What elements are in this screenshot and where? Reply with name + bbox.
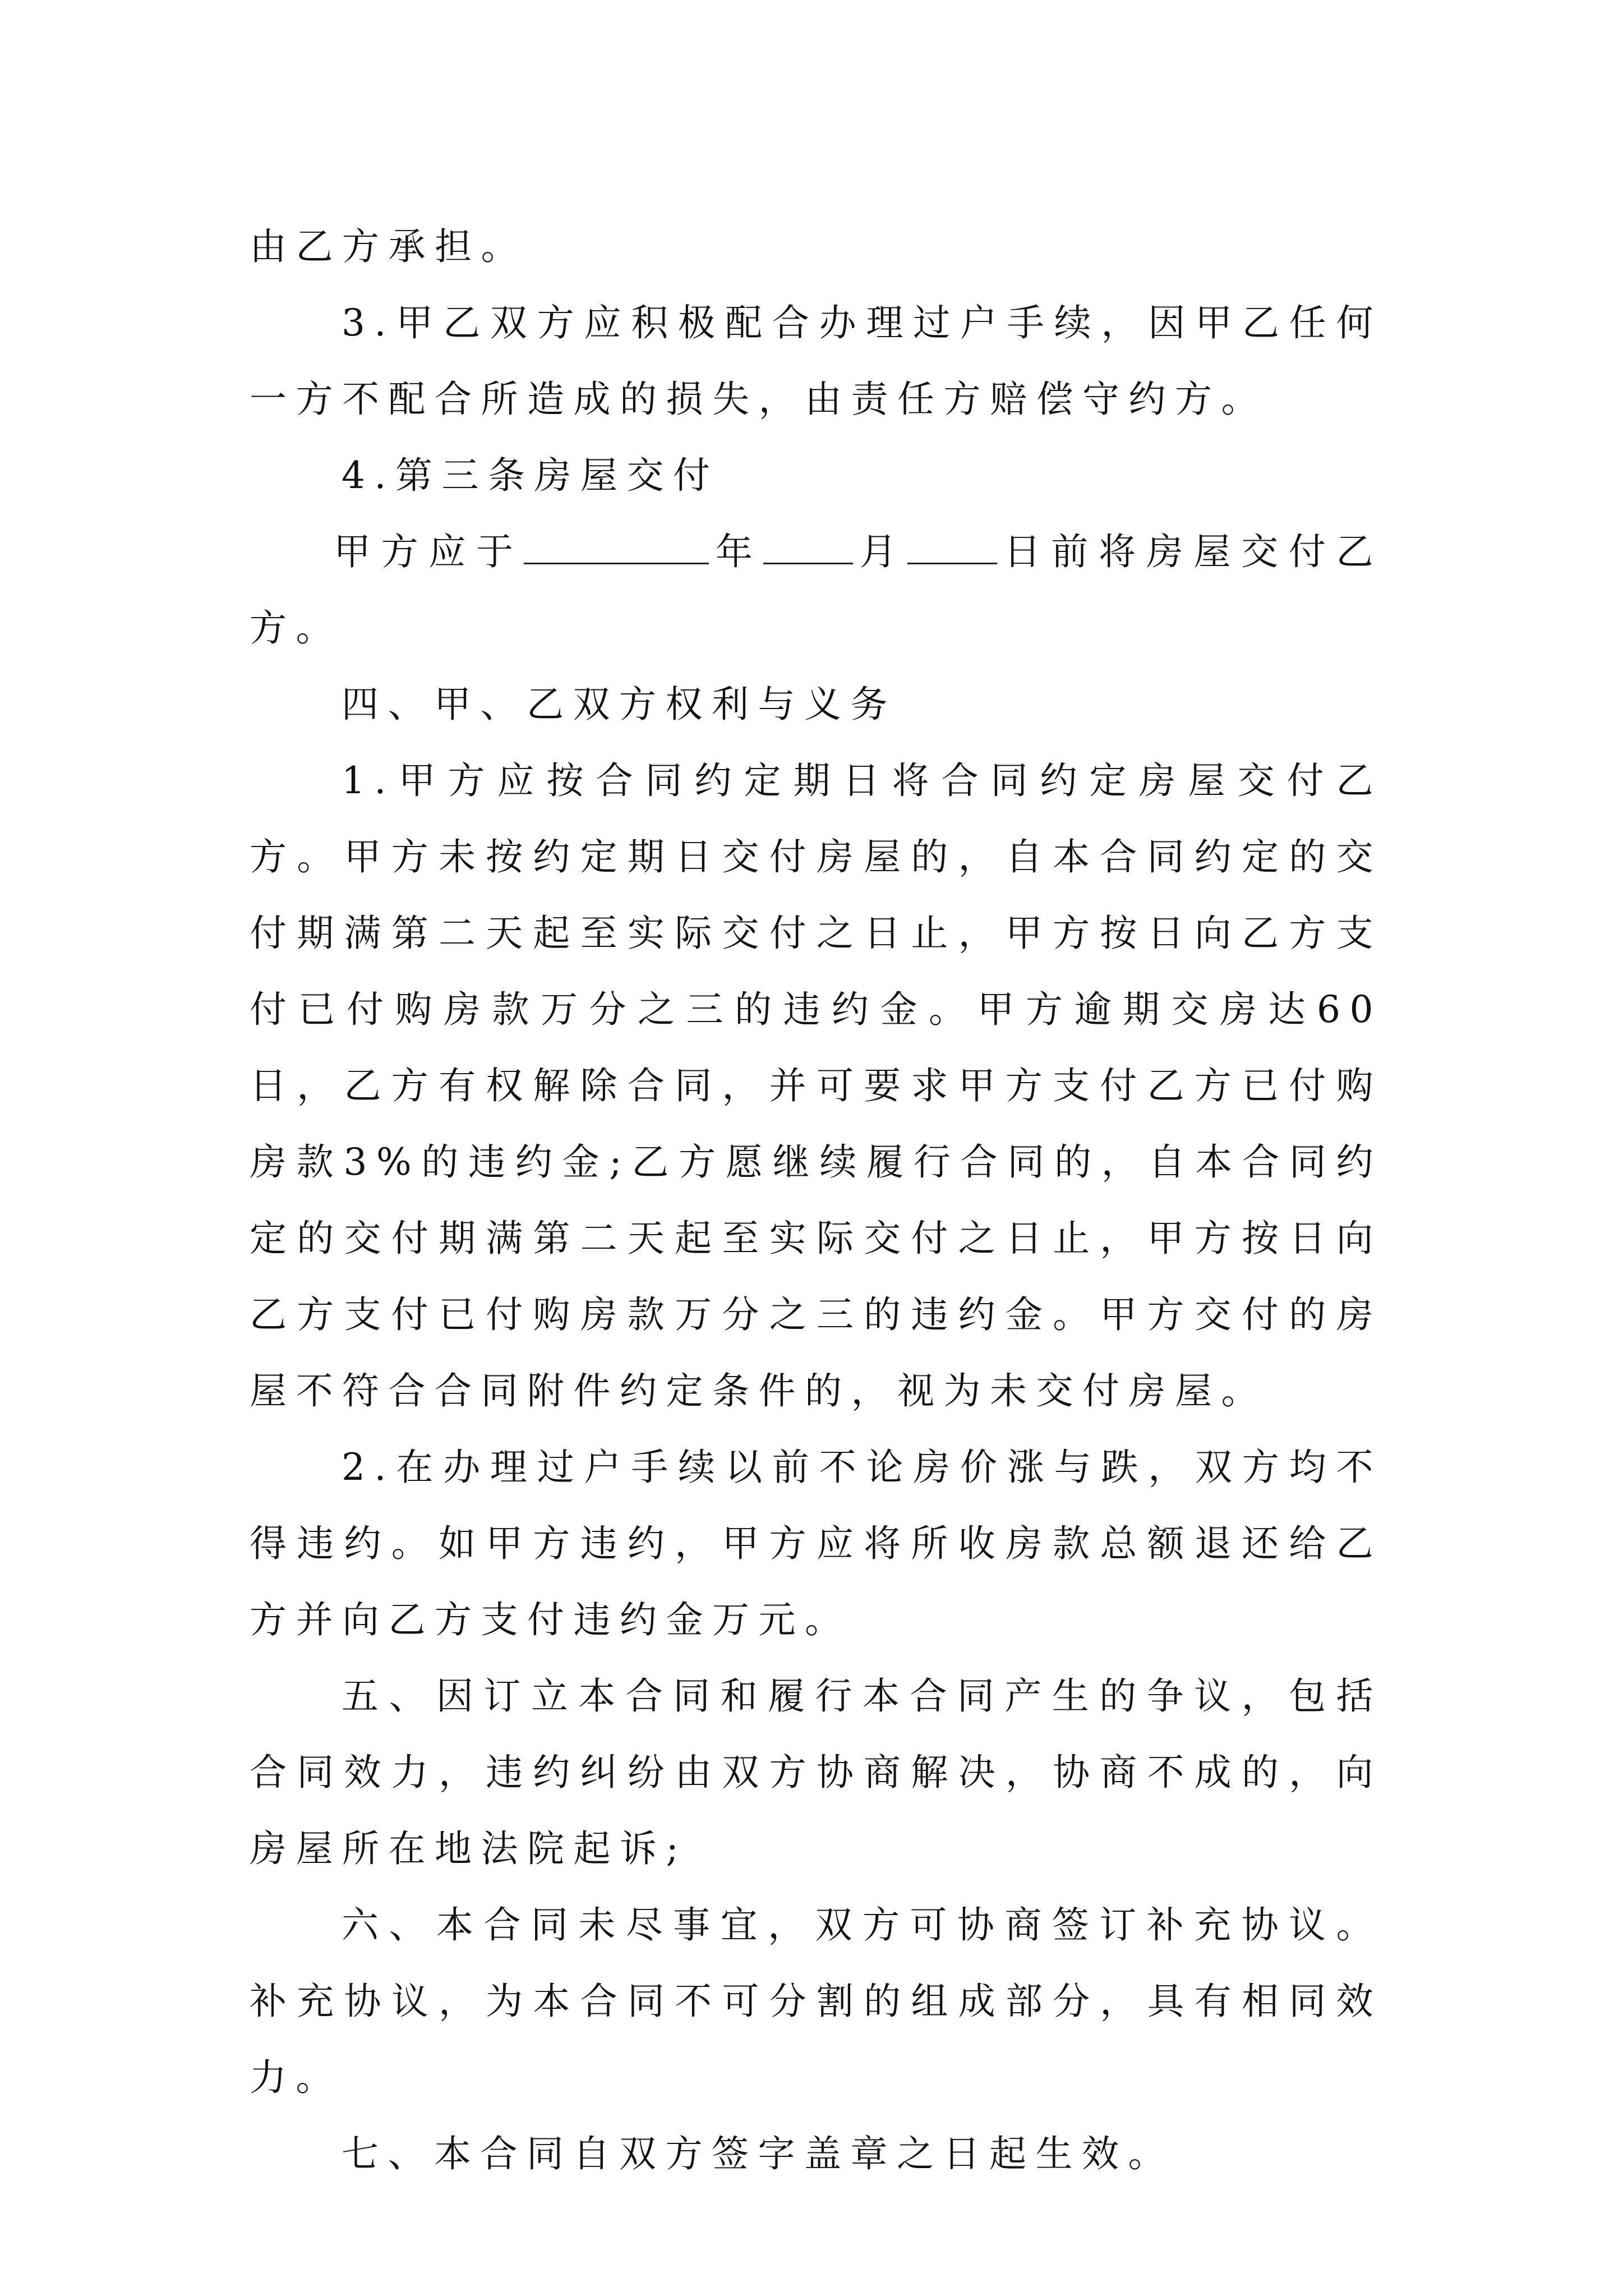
section-heading-rights-obligations: 四、甲、乙双方权利与义务 bbox=[342, 683, 897, 726]
paragraph-delivery-heading: 4.第三条房屋交付 bbox=[342, 454, 720, 497]
paragraph-delivery-penalty: 1.甲方应按合同约定期日将合同约定房屋交付乙方。甲方未按约定期日交付房屋的，自本合同约定的交付期满第二天起至实际交付之日止，甲方按日向乙方支付已付购房款万分之三的违约金。甲方逾期交房达60日，乙方有权解除合同，并可要求甲方支付乙方已付购房款3%的违约金;乙方愿继续履行合同的，自本合同约定的交付期满第二天起至实际交付之日止，甲方按日向乙方支付已付购房款万分之三的违约金。甲方交付的房屋不符合合同附件约定条件的，视为未交付房屋。 bbox=[250, 759, 1382, 1412]
day-blank bbox=[907, 528, 997, 564]
delivery-date-suffix: 日前将房屋交付乙方。 bbox=[250, 530, 1382, 650]
paragraph-transfer-cooperation: 3.甲乙双方应积极配合办理过户手续，因甲乙任何一方不配合所造成的损失，由责任方赔偿守约方。 bbox=[250, 301, 1382, 421]
month-blank bbox=[763, 528, 853, 564]
section-dispute-resolution: 五、因订立本合同和履行本合同产生的争议，包括合同效力，违约纠纷由双方协商解决，协商不成的，向房屋所在地法院起诉; bbox=[250, 1674, 1382, 1870]
delivery-date-prefix: 甲方应于 bbox=[334, 530, 524, 573]
section-effective-date: 七、本合同自双方签字盖章之日起生效。 bbox=[342, 2132, 1174, 2175]
year-blank bbox=[524, 528, 709, 564]
contract-body bbox=[250, 209, 1382, 2192]
paragraph-liability-continuation: 由乙方承担。 bbox=[250, 225, 527, 268]
year-unit: 年 bbox=[714, 530, 763, 573]
month-unit: 月 bbox=[858, 530, 907, 573]
paragraph-delivery-date bbox=[250, 514, 1382, 666]
section-supplementary-agreement: 六、本合同未尽事宜，双方可协商签订补充协议。补充协议，为本合同不可分割的组成部分，具有相同效力。 bbox=[250, 1903, 1382, 2099]
paragraph-no-breach: 2.在办理过户手续以前不论房价涨与跌，双方均不得违约。如甲方违约，甲方应将所收房款总额退还给乙方并向乙方支付违约金万元。 bbox=[250, 1446, 1382, 1641]
